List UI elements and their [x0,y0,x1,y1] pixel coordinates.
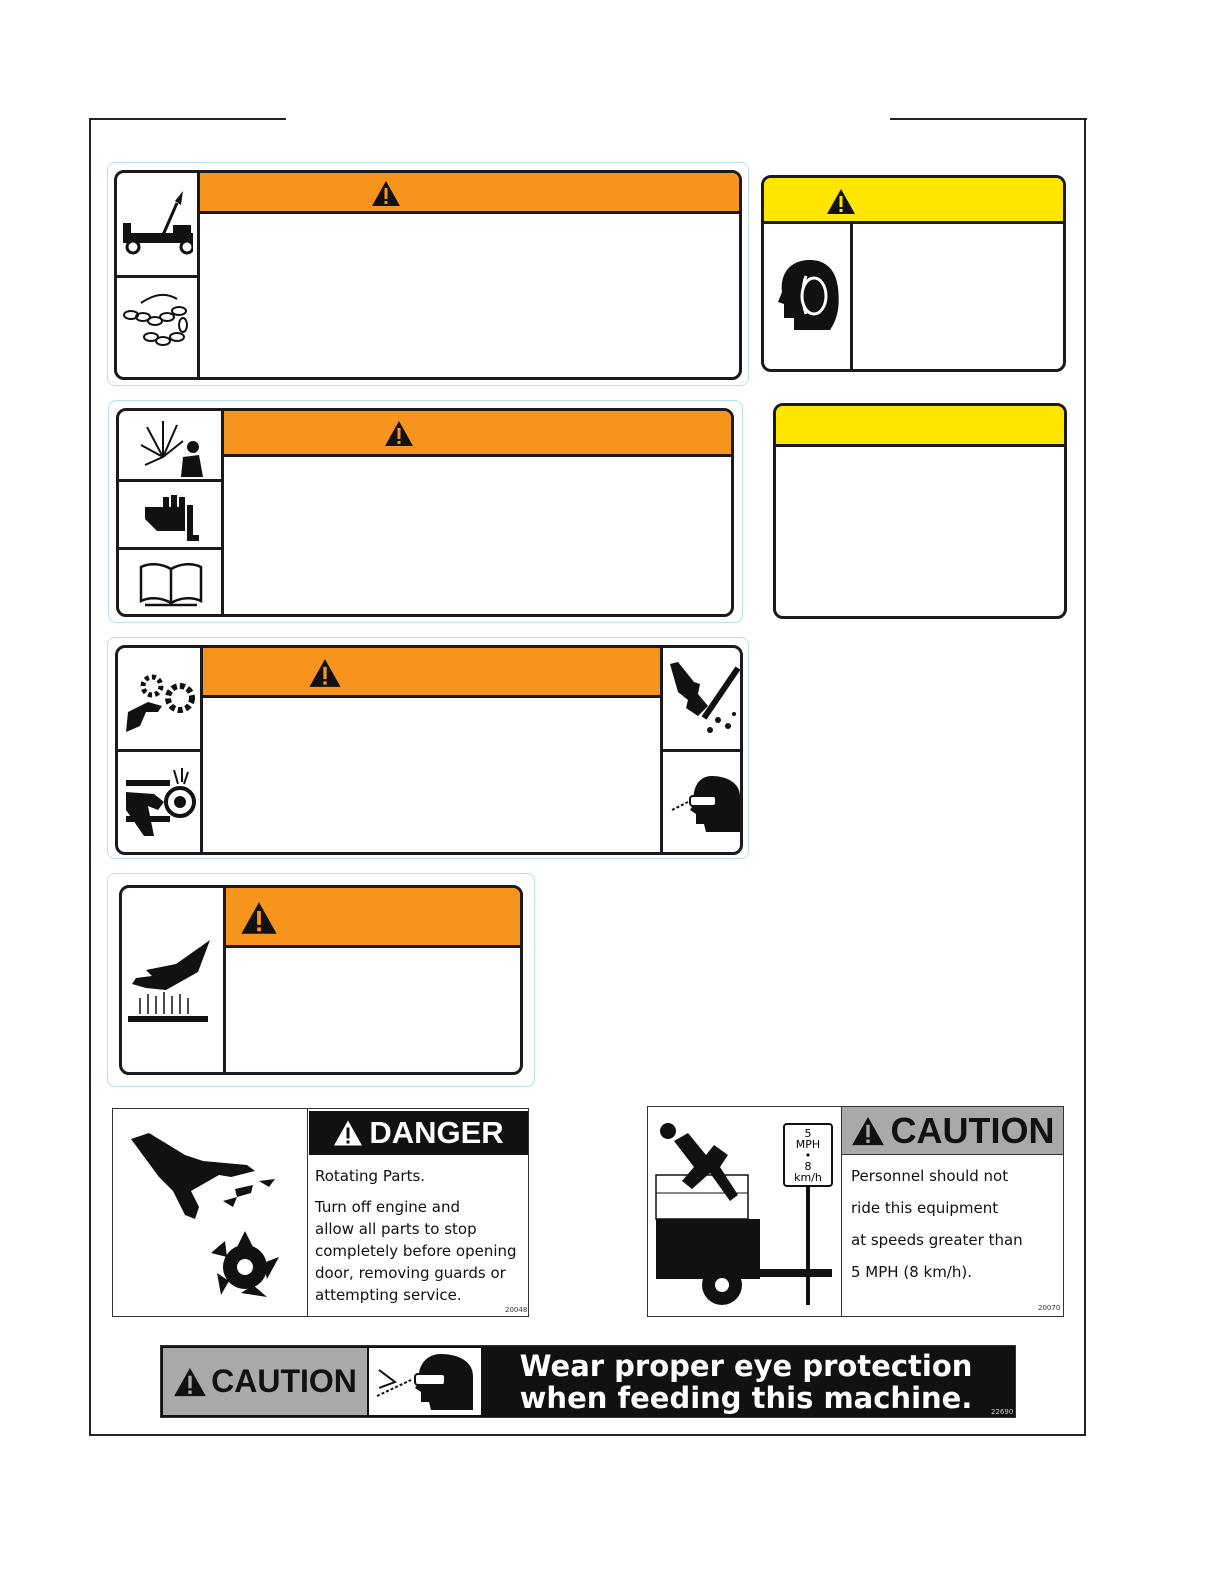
caution-triangle-icon [851,1115,885,1147]
sign-dot: • [804,1149,812,1162]
eye-protection-message [491,1350,1001,1414]
caution-decal-riding [647,1106,1064,1317]
caution-ride-line-3: at speeds greater than [851,1231,1023,1249]
caution-decal-hearing [761,175,1066,372]
explosion-icon [137,417,207,477]
warning-decal-towing [114,170,742,380]
sign-top: 5 [804,1127,812,1140]
caution-ride-line-1: Personnel should not [851,1167,1009,1185]
caution-heading-text: CAUTION [890,1109,1055,1151]
eye-protection-icon [375,1352,475,1412]
caution-decal-blank [773,403,1067,619]
eye-protection-icon [670,774,742,834]
caution-eye-heading-text: CAUTION [211,1363,357,1399]
warning-triangle-icon [371,180,401,207]
danger-line-6: attempting service. [315,1286,462,1304]
caution-triangle-icon [173,1366,207,1398]
hearing-protection-icon [776,258,842,332]
warning-decal-hot-surface [119,885,523,1075]
read-manual-icon [139,561,203,607]
caution-ride-line-2: ride this equipment [851,1199,999,1217]
danger-decal-rotating-parts [112,1108,529,1317]
cutting-hand-icon [668,660,742,740]
caution-header [776,406,1064,447]
caution-decal-eye-protection [160,1345,1016,1418]
danger-line-5: door, removing guards or [315,1264,506,1282]
towing-hitch-icon [121,189,193,255]
warning-decal-battery [116,408,734,617]
danger-line-2: Turn off engine and [315,1198,460,1216]
danger-triangle-icon [333,1119,363,1147]
protective-gloves-icon [141,491,203,541]
warning-triangle-icon [240,901,278,935]
danger-line-3: allow all parts to stop [315,1220,477,1238]
hot-surface-icon [126,938,210,1030]
sign-bottom: 8 [804,1160,812,1173]
danger-line-4: completely before opening [315,1242,517,1260]
eye-line-2: when feeding this machine. [519,1381,973,1415]
eye-line-1: Wear proper eye protection [519,1349,973,1383]
warning-header [197,173,739,214]
caution-ride-line-4: 5 MPH (8 km/h). [851,1263,972,1281]
danger-heading-text: DANGER [369,1115,504,1150]
speed-sign [783,1123,833,1187]
warning-decal-rotating [115,645,743,855]
decal-code: 20070 [1038,1304,1061,1312]
warning-triangle-icon [826,188,856,215]
eye-icon-panel [369,1348,481,1415]
warning-header [221,411,731,457]
rotating-rotor-hand-icon [129,1131,289,1303]
decal-code: 20048 [505,1306,528,1314]
caution-eye-heading [163,1348,367,1415]
danger-line-1: Rotating Parts. [315,1167,426,1185]
warning-header [200,648,663,698]
roller-entanglement-icon [124,766,198,838]
caution-heading [842,1107,1063,1155]
caution-header [764,178,1063,224]
sign-unit1: MPH [795,1138,821,1151]
danger-heading [309,1111,528,1155]
decal-code: 22690 [991,1408,1014,1416]
gear-entanglement-icon [124,666,198,736]
safety-chain-icon [121,285,195,357]
warning-triangle-icon [384,420,414,447]
warning-triangle-icon [308,658,342,688]
sign-unit2: km/h [794,1171,822,1184]
